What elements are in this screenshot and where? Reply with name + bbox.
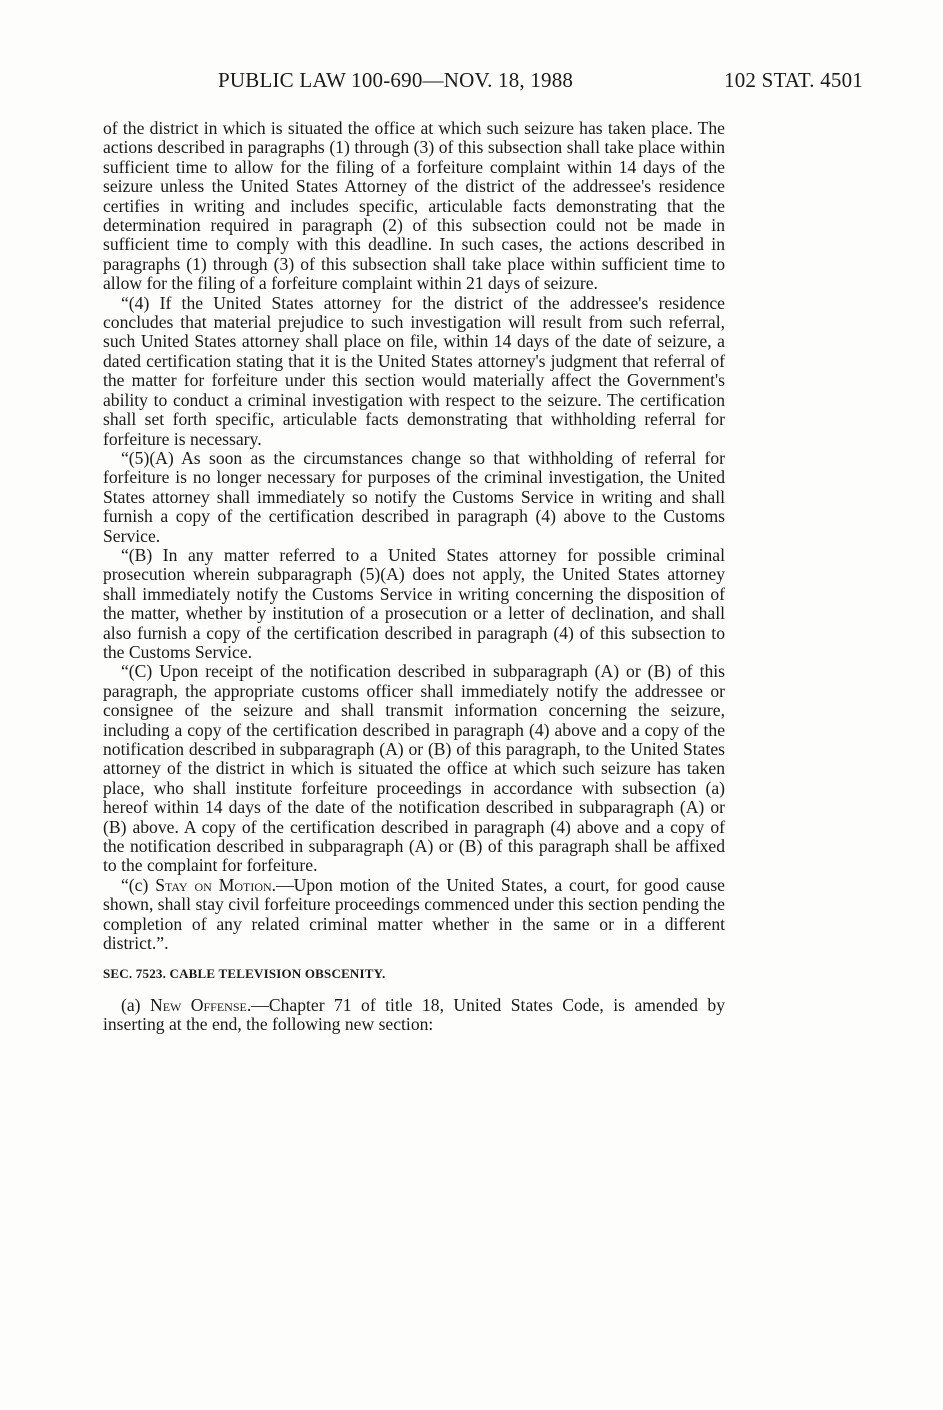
paragraph-5b: “(B) In any matter referred to a United States attorney for possible criminal prosecution wherein subparagraph (5)(A) does not apply, the United States attorney shall immediately notify the Customs Service in writing concerning the disposition of the matter, whether by institution of a prosecution or a letter of declination, and shall also furnish a copy of the certification described in paragraph (4) of this subsection to the Customs Service. (103, 544, 725, 662)
header-title: PUBLIC LAW 100-690—NOV. 18, 1988 (218, 68, 574, 92)
paragraph-stay-on-motion (103, 876, 725, 954)
offense-text: —Chapter 71 of title 18, United States Code, is amended by inserting at the end, the following new section: (103, 994, 725, 1035)
paragraph-5a: “(5)(A) As soon as the circumstances change so that withholding of referral for forfeiture is no longer necessary for purposes of the criminal investigation, the United States attorney shall immediately so notify the Customs Service in writing and shall furnish a copy of the certification described in paragraph (4) above to the Customs Service. (103, 447, 725, 546)
stay-text: —Upon motion of the United States, a court, for good cause shown, shall stay civil forfeiture proceedings commenced under this section pending the completion of any related criminal matter whether in the same or in a different district.”. (103, 874, 725, 954)
offense-caption: New Offense. (149, 994, 252, 1015)
paragraph-4: “(4) If the United States attorney for the district of the addressee's residence concludes that material prejudice to such investigation will result from such referral, such United States attorney shall place on file, within 14 days of the date of seizure, a dated certification stating that it is the United States attorney's judgment that referral of the matter for forfeiture under this section would materially affect the Government's ability to conduct a criminal investigation with respect to the seizure. The certification shall set forth specific, articulable facts demonstrating that withholding referral for forfeiture is necessary. (103, 292, 725, 449)
paragraph-new-offense (103, 996, 725, 1035)
page-header (100, 68, 863, 98)
stay-caption: Stay on Motion. (155, 874, 277, 895)
paragraph-continuation: of the district in which is situated the office at which such seizure has taken place. The actions described in paragraphs (1) through (3) of this subsection shall take place within sufficient time to allow for the filing of a forfeiture complaint within 14 days of the seizure unless the United States Attorney of the district of the addressee's residence certifies in writing and includes specific, articulable facts demonstrating that the determination required in paragraph (2) of this subsection could not be made in sufficient time to comply with this deadline. In such cases, the actions described in paragraphs (1) through (3) of this subsection shall take place within sufficient time to allow for the filing of a forfeiture complaint within 21 days of seizure. (103, 118, 725, 294)
document-body (103, 119, 725, 1035)
offense-lead: (a) (121, 994, 150, 1015)
section-heading: SEC. 7523. CABLE TELEVISION OBSCENITY. (103, 966, 386, 982)
paragraph-5c: “(C) Upon receipt of the notification described in subparagraph (A) or (B) of this paragraph, the appropriate customs officer shall immediately notify the addressee or consignee of the seizure and shall transmit information concerning the seizure, including a copy of the certification described in paragraph (4) above and a copy of the notification described in subparagraph (A) or (B) of this paragraph, to the United States attorney of the district in which is situated the office at which such seizure has taken place, who shall institute forfeiture proceedings in accordance with subsection (a) hereof within 14 days of the date of the notification described in subparagraph (A) or (B) above. A copy of the certification described in paragraph (4) above and a copy of the notification described in subparagraph (A) or (B) of this paragraph shall be affixed to the complaint for forfeiture. (103, 661, 725, 876)
stay-lead: “(c) (121, 874, 156, 895)
header-stat-number: 102 STAT. 4501 (724, 68, 863, 92)
